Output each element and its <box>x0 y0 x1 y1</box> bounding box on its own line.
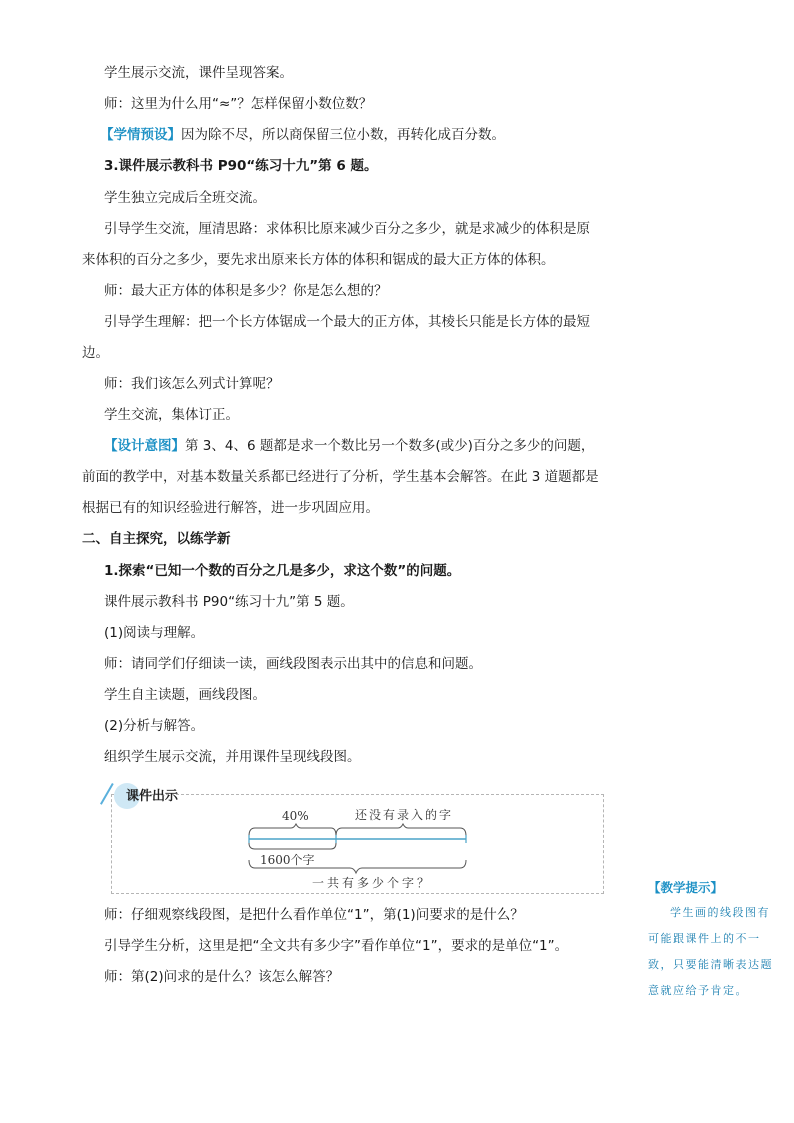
teaching-tip-body: 学生画的线段图有可能跟课件上的不一致，只要能清晰表达题意就应给予肯定。 <box>648 906 773 997</box>
label-total-question: 一共有多少个字？ <box>312 876 433 890</box>
paragraph: 学生独立完成后全班交流。 <box>104 190 266 206</box>
tag-learning-preset: 【学情预设】 <box>100 127 181 143</box>
paragraph: 前面的教学中，对基本数量关系都已经进行了分析，学生基本会解答。在此 3 道题都是 <box>82 469 599 485</box>
paragraph: 边。 <box>82 345 109 361</box>
brace-40-percent-icon <box>249 824 336 836</box>
section-heading: 3.课件展示教科书 P90“练习十九”第 6 题。 <box>104 158 378 174</box>
paragraph: (1)阅读与理解。 <box>104 625 205 641</box>
paragraph: (2)分析与解答。 <box>104 718 205 734</box>
paragraph-learning-preset <box>100 126 630 144</box>
courseware-title: 课件出示 <box>126 789 179 804</box>
teaching-tip-sidebar <box>648 878 778 1004</box>
paragraph: 学生交流，集体订正。 <box>104 407 239 423</box>
paragraph: 学生展示交流，课件呈现答案。 <box>104 65 293 81</box>
paragraph: 师：这里为什么用“≈”？怎样保留小数位数？ <box>104 96 373 112</box>
paragraph: 师：仔细观察线段图，是把什么看作单位“1”，第(1)问要求的是什么？ <box>104 907 524 923</box>
paragraph: 根据已有的知识经验进行解答，进一步巩固应用。 <box>82 500 379 516</box>
label-not-entered: 还没有录入的字 <box>355 808 454 822</box>
paragraph: 师：请同学们仔细读一读，画线段图表示出其中的信息和问题。 <box>104 656 482 672</box>
paragraph: 师：最大正方体的体积是多少？你是怎么想的？ <box>104 283 388 299</box>
paragraph: 学生自主读题，画线段图。 <box>104 687 266 703</box>
paragraph: 引导学生交流，厘清思路：求体积比原来减少百分之多少，就是求减少的体积是原 <box>104 221 590 237</box>
section-heading: 二、自主探究，以练学新 <box>82 531 231 547</box>
line-segment-diagram <box>230 800 490 895</box>
paragraph: 来体积的百分之多少，要先求出原来长方体的体积和锯成的最大正方体的体积。 <box>82 252 555 268</box>
subsection-heading: 1.探索“已知一个数的百分之几是多少，求这个数”的问题。 <box>104 563 461 579</box>
paragraph: 师：第(2)问求的是什么？该怎么解答？ <box>104 969 340 985</box>
brace-not-entered-icon <box>336 824 466 836</box>
paragraph: 师：我们该怎么列式计算呢？ <box>104 376 280 392</box>
label-1600-chars: 1600个字 <box>260 853 315 867</box>
paragraph: 引导学生理解：把一个长方体锯成一个最大的正方体，其棱长只能是长方体的最短 <box>104 314 590 330</box>
brace-1600-icon <box>249 843 336 849</box>
paragraph: 课件展示教科书 P90“练习十九”第 5 题。 <box>104 594 354 610</box>
label-40-percent: 40% <box>282 809 309 823</box>
tag-design-intent: 【设计意图】 <box>104 438 185 454</box>
paragraph-text: 因为除不尽，所以商保留三位小数，再转化成百分数。 <box>181 127 505 143</box>
paragraph-text: 第 3、4、6 题都是求一个数比另一个数多(或少)百分之多少的问题， <box>185 438 595 454</box>
paragraph: 组织学生展示交流，并用课件呈现线段图。 <box>104 749 361 765</box>
paragraph-design-intent <box>104 437 634 455</box>
paragraph: 引导学生分析，这里是把“全文共有多少字”看作单位“1”，要求的是单位“1”。 <box>104 938 569 954</box>
teaching-tip-title: 【教学提示】 <box>648 880 724 895</box>
